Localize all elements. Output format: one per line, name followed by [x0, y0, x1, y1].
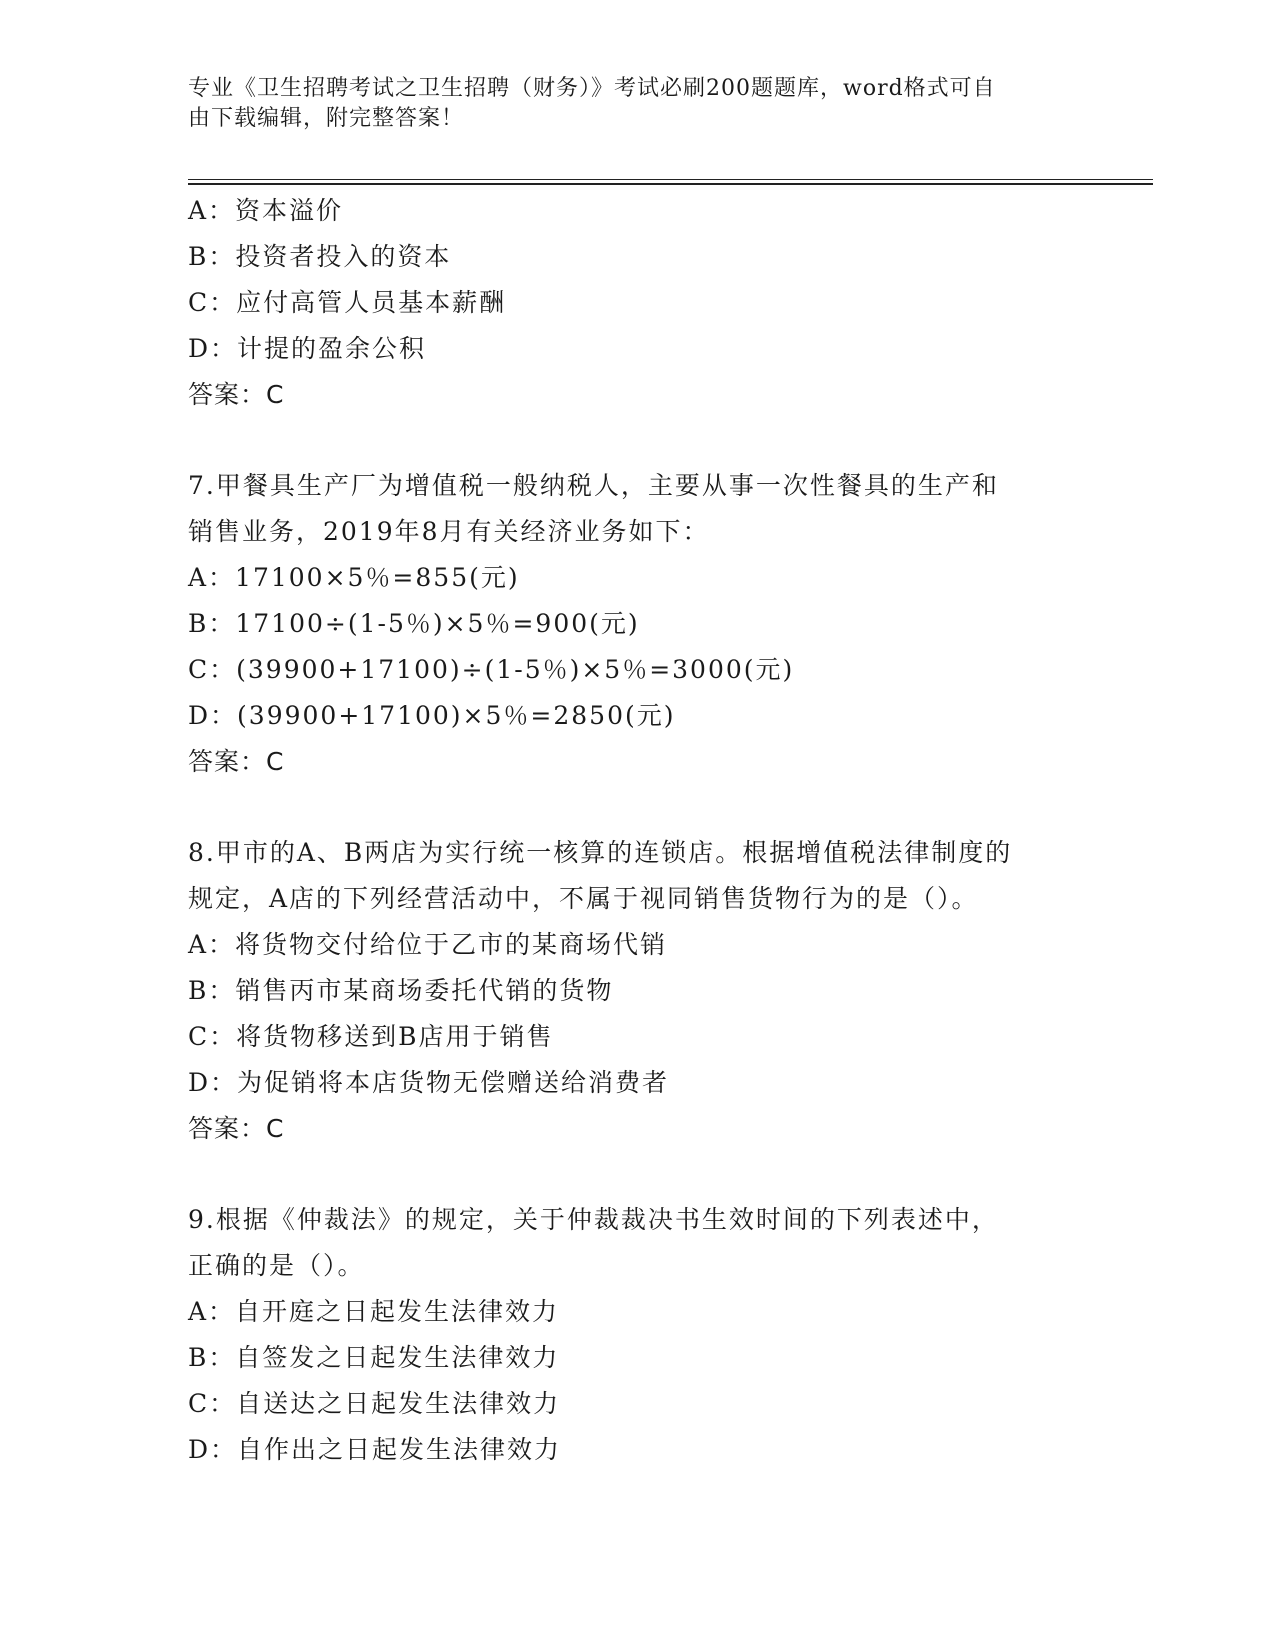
question-text-line-1: 8.甲市的A、B两店为实行统一核算的连锁店。根据增值税法律制度的 [188, 838, 1013, 867]
option-a: A：资本溢价 [188, 196, 344, 225]
option-c: C：自送达之日起发生法律效力 [188, 1389, 561, 1418]
question-block-7 [188, 463, 1088, 785]
option-d: D：自作出之日起发生法律效力 [188, 1435, 562, 1464]
spacer [188, 1152, 1088, 1197]
option-c: C：将货物移送到B店用于销售 [188, 1022, 554, 1051]
answer-line: 答案：C [188, 747, 285, 776]
option-d: D：计提的盈余公积 [188, 334, 427, 363]
question-text-line-1: 9.根据《仲裁法》的规定，关于仲裁裁决书生效时间的下列表述中， [188, 1205, 999, 1234]
question-text-line-2: 正确的是（）。 [188, 1251, 365, 1280]
answer-line: 答案：C [188, 380, 285, 409]
spacer [188, 418, 1088, 463]
question-text-line-2: 规定，A店的下列经营活动中，不属于视同销售货物行为的是（）。 [188, 884, 979, 913]
option-c: C：应付高管人员基本薪酬 [188, 288, 507, 317]
option-d: D：为促销将本店货物无偿赠送给消费者 [188, 1068, 670, 1097]
option-b: B：投资者投入的资本 [188, 242, 452, 271]
question-block-9 [188, 1197, 1088, 1473]
option-b: B：17100÷(1-5％)×5％=900(元) [188, 609, 640, 638]
option-a: A：自开庭之日起发生法律效力 [188, 1297, 560, 1326]
option-a: A：17100×5％=855(元) [188, 563, 520, 592]
option-b: B：自签发之日起发生法律效力 [188, 1343, 560, 1372]
document-body [188, 188, 1088, 1473]
question-text-line-1: 7.甲餐具生产厂为增值税一般纳税人，主要从事一次性餐具的生产和 [188, 471, 999, 500]
question-block-6 [188, 188, 1088, 418]
option-b: B：销售丙市某商场委托代销的货物 [188, 976, 614, 1005]
document-header [188, 74, 1068, 134]
question-block-8 [188, 830, 1088, 1152]
option-a: A：将货物交付给位于乙市的某商场代销 [188, 930, 668, 959]
question-text-line-2: 销售业务，2019年8月有关经济业务如下： [188, 517, 710, 546]
option-d: D：(39900+17100)×5％=2850(元) [188, 701, 676, 730]
header-rule-thin [188, 179, 1153, 180]
header-line-1: 专业《卫生招聘考试之卫生招聘（财务）》考试必刷200题题库，word格式可自 [188, 76, 996, 101]
option-c: C：(39900+17100)÷(1-5％)×5％=3000(元) [188, 655, 795, 684]
header-line-2: 由下载编辑，附完整答案！ [188, 106, 465, 131]
spacer [188, 785, 1088, 830]
answer-line: 答案：C [188, 1114, 285, 1143]
header-rule-thick [188, 183, 1153, 185]
